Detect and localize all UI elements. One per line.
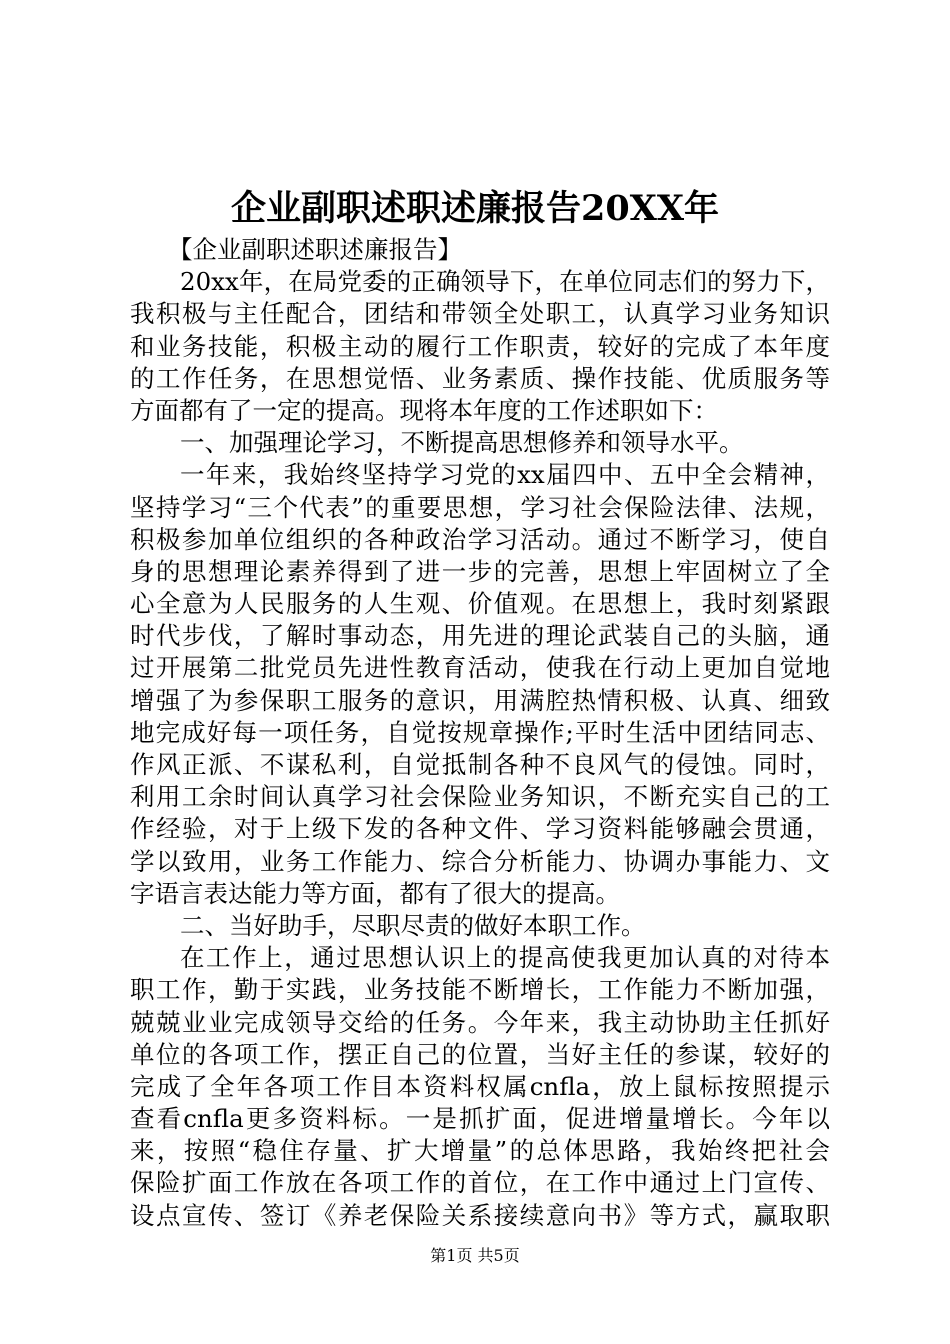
body-line: 心全意为人民服务的人生观、价值观。在思想上，我时刻紧跟	[130, 589, 830, 619]
body-line: 【企业副职述职述廉报告】	[168, 235, 462, 264]
body-line: 作风正派、不谋私利，自觉抵制各种不良风气的侵蚀。同时，	[130, 750, 830, 779]
body-line: 保险扩面工作放在各项工作的首位，在工作中通过上门宣传、	[130, 1168, 830, 1198]
body-line: 利用工余时间认真学习社会保险业务知识，不断充实自己的工	[130, 782, 830, 812]
body-line: 在工作上，通过思想认识上的提高使我更加认真的对待本	[180, 943, 830, 973]
body-line: 完成了全年各项工作目本资料权属cnfla，放上鼠标按照提示	[130, 1071, 830, 1101]
body-line: 坚持学习“三个代表”的重要思想，学习社会保险法律、法规，	[130, 492, 830, 522]
body-line: 作经验，对于上级下发的各种文件、学习资料能够融会贯通，	[130, 814, 830, 844]
body-line: 身的思想理论素养得到了进一步的完善，思想上牢固树立了全	[130, 556, 830, 586]
page-number-footer: 第1页 共5页	[430, 1246, 520, 1265]
body-line: 增强了为参保职工服务的意识，用满腔热情积极、认真、细致	[130, 685, 830, 715]
body-line: 方面都有了一定的提高。现将本年度的工作述职如下：	[130, 395, 718, 425]
body-line: 查看cnfla更多资料标。一是抓扩面，促进增量增长。今年以	[130, 1104, 830, 1134]
section-heading: 二、当好助手，尽职尽责的做好本职工作。	[180, 910, 646, 940]
body-line: 单位的各项工作，摆正自己的位置，当好主任的参谋，较好的	[130, 1039, 830, 1069]
section-heading: 一、加强理论学习，不断提高思想修养和领导水平。	[180, 428, 744, 458]
body-line: 地完成好每一项任务，自觉按规章操作;平时生活中团结同志、	[130, 717, 830, 747]
document-body	[130, 234, 830, 1232]
body-line: 职工作，勤于实践，业务技能不断增长，工作能力不断加强，	[130, 975, 830, 1005]
body-line: 积极参加单位组织的各种政治学习活动。通过不断学习，使自	[130, 524, 830, 554]
body-line: 兢兢业业完成领导交给的任务。今年来，我主动协助主任抓好	[130, 1007, 830, 1037]
body-line: 时代步伐，了解时事动态，用先进的理论武装自己的头脑，通	[130, 621, 830, 651]
body-line: 20xx年，在局党委的正确领导下，在单位同志们的努力下，	[180, 267, 830, 297]
document-title: 企业副职述职述廉报告20XX年	[230, 188, 720, 229]
body-line: 和业务技能，积极主动的履行工作职责，较好的完成了本年度	[130, 331, 830, 361]
body-line: 来，按照“稳住存量、扩大增量”的总体思路，我始终把社会	[130, 1136, 830, 1166]
body-line: 学以致用，业务工作能力、综合分析能力、协调办事能力、文	[130, 846, 830, 876]
body-line: 过开展第二批党员先进性教育活动，使我在行动上更加自觉地	[130, 653, 830, 683]
body-line: 的工作任务，在思想觉悟、业务素质、操作技能、优质服务等	[130, 363, 830, 393]
body-line: 字语言表达能力等方面，都有了很大的提高。	[130, 878, 620, 908]
body-line: 一年来，我始终坚持学习党的xx届四中、五中全会精神，	[180, 460, 830, 490]
body-line: 我积极与主任配合，团结和带领全处职工，认真学习业务知识	[130, 299, 830, 329]
body-line: 设点宣传、签订《养老保险关系接续意向书》等方式，赢取职	[130, 1200, 830, 1230]
